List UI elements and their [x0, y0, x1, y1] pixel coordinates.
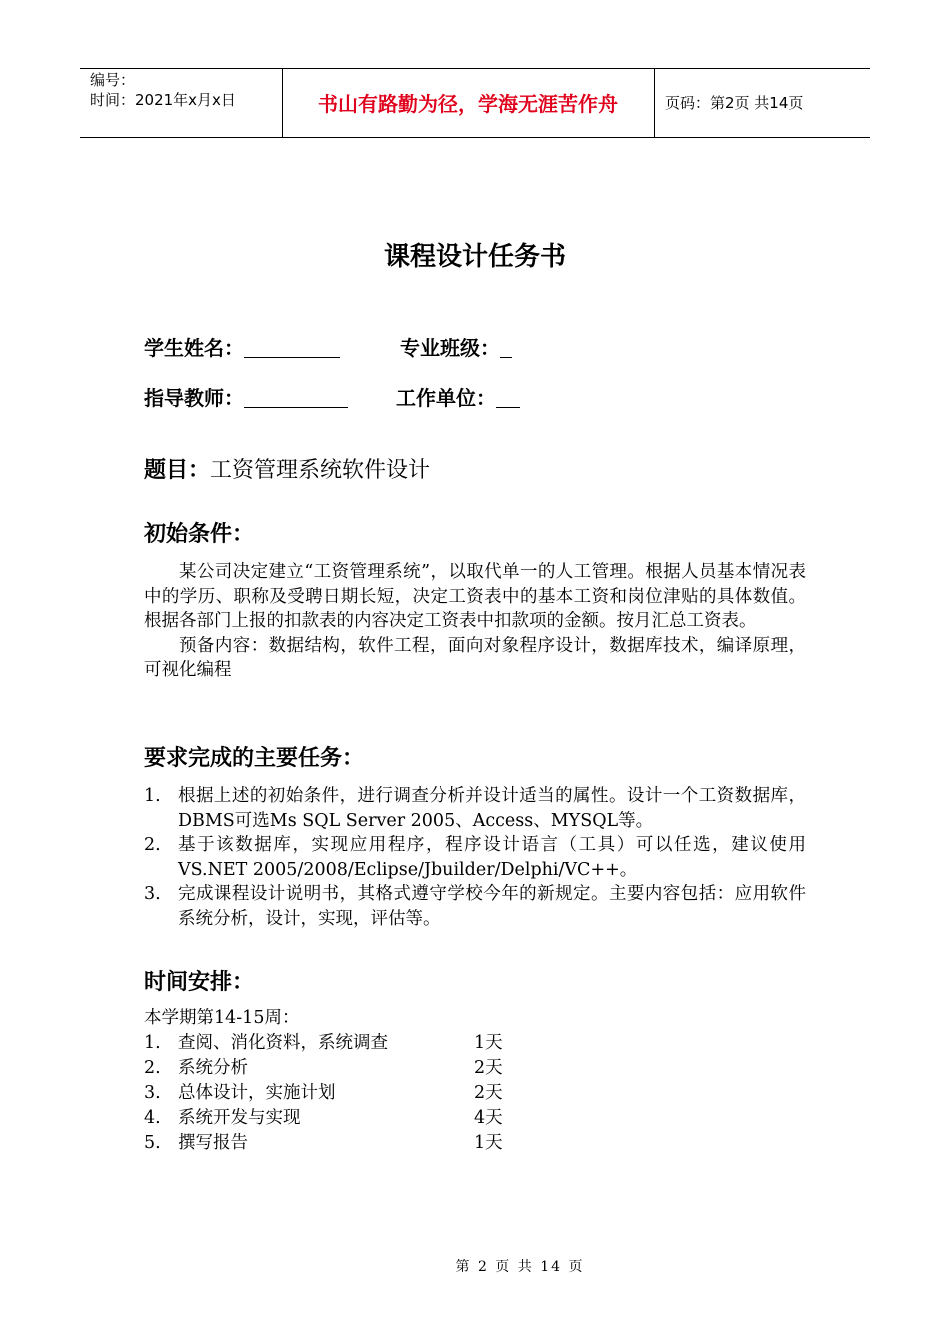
- schedule-row-number: 5.: [144, 1133, 161, 1153]
- schedule-row-days: 2天: [474, 1083, 503, 1103]
- schedule-row: [144, 1081, 564, 1106]
- header-meta-cell: [80, 69, 283, 137]
- schedule-row: [144, 1056, 564, 1081]
- schedule-row: [144, 1131, 564, 1156]
- student-name-blank: [244, 337, 340, 358]
- main-tasks-heading: 要求完成的主要任务：: [144, 746, 365, 771]
- page-header: [80, 68, 870, 138]
- header-motto-cell: [282, 69, 655, 137]
- initial-conditions-body: [144, 560, 806, 683]
- major-class-field: [400, 334, 512, 362]
- major-class-blank: [500, 337, 512, 358]
- main-tasks-list: [144, 784, 806, 931]
- schedule-heading: 时间安排：: [144, 970, 255, 995]
- list-item: [144, 882, 806, 931]
- page-footer: 第 2 页 共 14 页: [455, 1259, 585, 1275]
- student-name-label: 学生姓名：: [144, 336, 244, 360]
- work-unit-field: [396, 384, 520, 412]
- schedule-row-task: 查阅、消化资料，系统调查: [178, 1033, 388, 1053]
- schedule-row-days: 1天: [474, 1133, 503, 1153]
- topic-label: 题目：: [144, 458, 211, 483]
- advisor-blank: [244, 387, 348, 408]
- schedule-row-number: 3.: [144, 1083, 161, 1103]
- schedule-row-task: 系统分析: [178, 1058, 248, 1078]
- topic-value: 工资管理系统软件设计: [210, 458, 431, 483]
- schedule-row-number: 1.: [144, 1033, 161, 1053]
- list-item-text: 基于该数据库，实现应用程序，程序设计语言（工具）可以任选，建议使用VS.NET 2005/2008/Eclipse/Jbuilder/Delphi/VC++。: [178, 835, 806, 880]
- schedule-row-number: 2.: [144, 1058, 161, 1078]
- list-item-number: 3.: [144, 884, 161, 904]
- page-info: 页码：第2页 共14页: [665, 94, 804, 112]
- schedule-row-task: 系统开发与实现: [178, 1108, 301, 1128]
- initial-conditions-heading: 初始条件：: [144, 522, 255, 547]
- list-item-number: 2.: [144, 835, 161, 855]
- schedule-intro: 本学期第14-15周：: [144, 1008, 300, 1028]
- schedule-row-task: 撰写报告: [178, 1133, 248, 1153]
- advisor-field: [144, 384, 348, 412]
- schedule-row-task: 总体设计，实施计划: [178, 1083, 336, 1103]
- list-item: [144, 833, 806, 882]
- topic-line: [144, 456, 430, 486]
- schedule-row-days: 2天: [474, 1058, 503, 1078]
- schedule-intro-row: [144, 1006, 564, 1031]
- work-unit-label: 工作单位：: [396, 386, 496, 410]
- initial-conditions-paragraph: 预备内容：数据结构，软件工程，面向对象程序设计，数据库技术，编译原理，可视化编程: [144, 635, 806, 680]
- list-item: [144, 784, 806, 833]
- document-title: 课程设计任务书: [383, 242, 566, 272]
- schedule-row-number: 4.: [144, 1108, 161, 1128]
- major-class-label: 专业班级：: [400, 336, 500, 360]
- header-page-cell: [655, 69, 870, 137]
- initial-conditions-paragraph: 某公司决定建立“工资管理系统”，以取代单一的人工管理。根据人员基本情况表中的学历、职称及受聘日期长短，决定工资表中的基本工资和岗位津贴的具体数值。根据各部门上报的扣款表的内容决定工资表中扣款项的金额。按月汇总工资表。: [144, 562, 806, 631]
- schedule-row-days: 4天: [474, 1108, 503, 1128]
- schedule-row: [144, 1106, 564, 1131]
- list-item-text: 完成课程设计说明书，其格式遵守学校今年的新规定。主要内容包括：应用软件系统分析，设计，实现，评估等。: [178, 884, 806, 929]
- schedule-row: [144, 1031, 564, 1056]
- time-label: 时间：2021年x月x日: [90, 91, 236, 109]
- list-item-number: 1.: [144, 786, 161, 806]
- motto: 书山有路勤为径，学海无涯苦作舟: [318, 92, 618, 116]
- advisor-label: 指导教师：: [144, 386, 244, 410]
- work-unit-blank: [496, 387, 520, 408]
- list-item-text: 根据上述的初始条件，进行调查分析并设计适当的属性。设计一个工资数据库，DBMS可选Ms SQL Server 2005、Access、MYSQL等。: [178, 786, 806, 831]
- number-label: 编号：: [90, 71, 136, 89]
- schedule-list: [144, 1006, 564, 1156]
- schedule-row-days: 1天: [474, 1033, 503, 1053]
- student-name-field: [144, 334, 340, 362]
